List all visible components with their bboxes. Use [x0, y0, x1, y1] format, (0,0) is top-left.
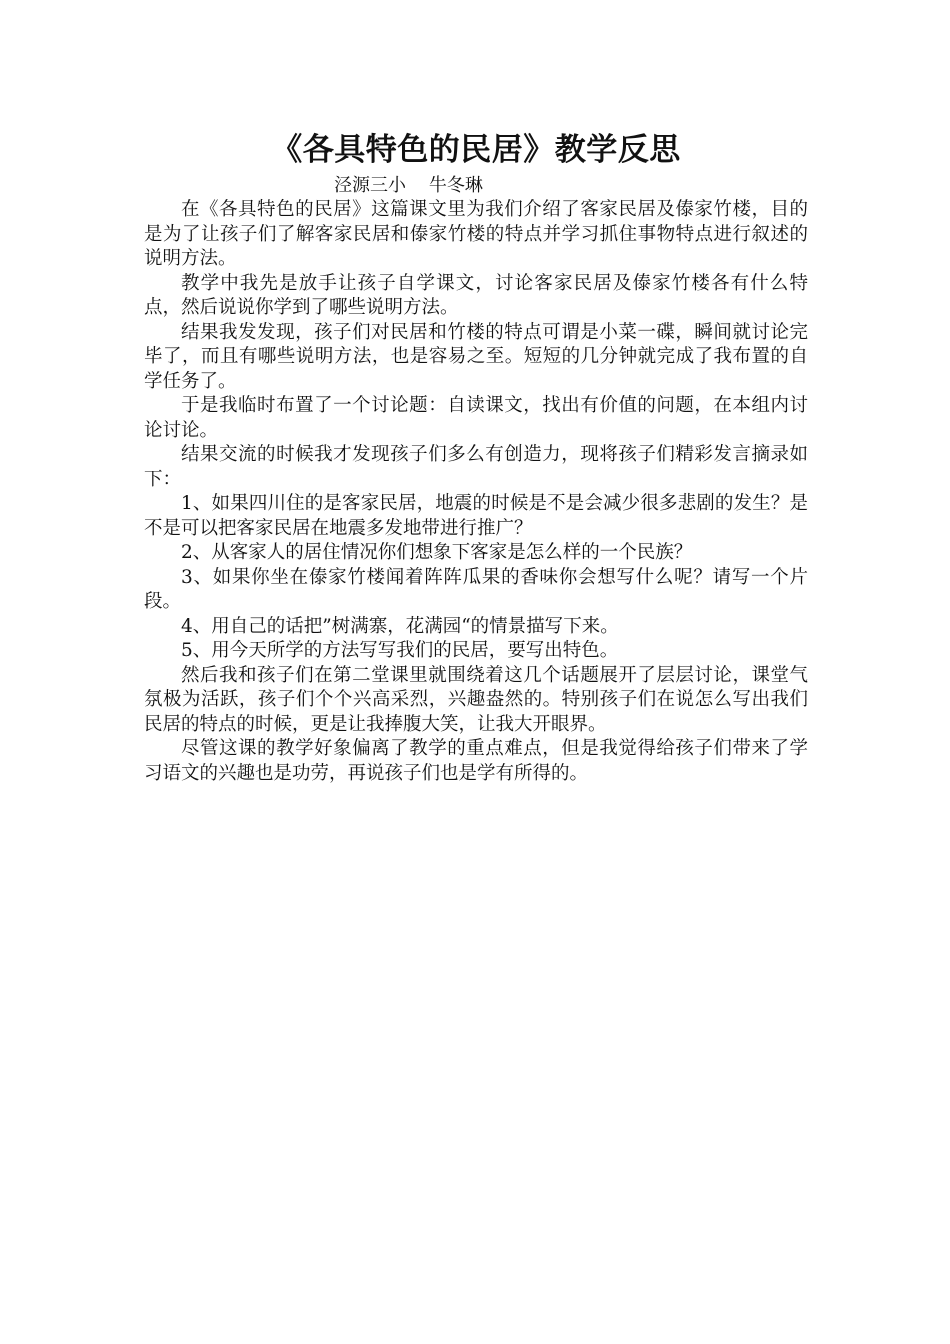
list-item-1: 1、如果四川住的是客家民居，地震的时候是不是会减少很多悲剧的发生？是不是可以把客家民居在地震多发地带进行推广？: [144, 493, 808, 539]
paragraph-3: 结果我发发现，孩子们对民居和竹楼的特点可谓是小菜一碟，瞬间就讨论完毕了，而且有哪些说明方法，也是容易之至。短短的几分钟就完成了我布置的自学任务了。: [144, 321, 808, 392]
paragraph-6: 然后我和孩子们在第二堂课里就围绕着这几个话题展开了层层讨论，课堂气氛极为活跃，孩子们个个兴高采烈，兴趣盎然的。特别孩子们在说怎么写出我们民居的特点的时候，更是让我捧腹大笑，让我大开眼界。: [144, 664, 808, 735]
paragraph-2: 教学中我先是放手让孩子自学课文，讨论客家民居及傣家竹楼各有什么特点，然后说说你学到了哪些说明方法。: [144, 272, 808, 318]
document-title: 《各具特色的民居》教学反思: [271, 132, 681, 168]
list-item-4: 4、用自己的话把”树满寨，花满园“的情景描写下来。: [181, 615, 619, 637]
paragraph-4: 于是我临时布置了一个讨论题：自读课文，找出有价值的问题，在本组内讨论讨论。: [144, 395, 808, 441]
list-item-3: 3、如果你坐在傣家竹楼闻着阵阵瓜果的香味你会想写什么呢？请写一个片段。: [144, 566, 808, 612]
author-byline: 泾源三小 牛冬琳: [334, 175, 483, 196]
list-item-2: 2、从客家人的居住情况你们想象下客家是怎么样的一个民族？: [181, 542, 693, 563]
paragraph-5: 结果交流的时候我才发现孩子们多么有创造力，现将孩子们精彩发言摘录如下：: [144, 444, 808, 490]
paragraph-1: 在《各具特色的民居》这篇课文里为我们介绍了客家民居及傣家竹楼，目的是为了让孩子们了解客家民居和傣家竹楼的特点并学习抓住事物特点进行叙述的说明方法。: [144, 199, 808, 269]
list-item-5: 5、用今天所学的方法写写我们的民居，要写出特色。: [181, 640, 619, 661]
paragraph-7: 尽管这课的教学好象偏离了教学的重点难点，但是我觉得给孩子们带来了学习语文的兴趣也是功劳，再说孩子们也是学有所得的。: [144, 738, 808, 784]
document-page: [144, 128, 808, 786]
